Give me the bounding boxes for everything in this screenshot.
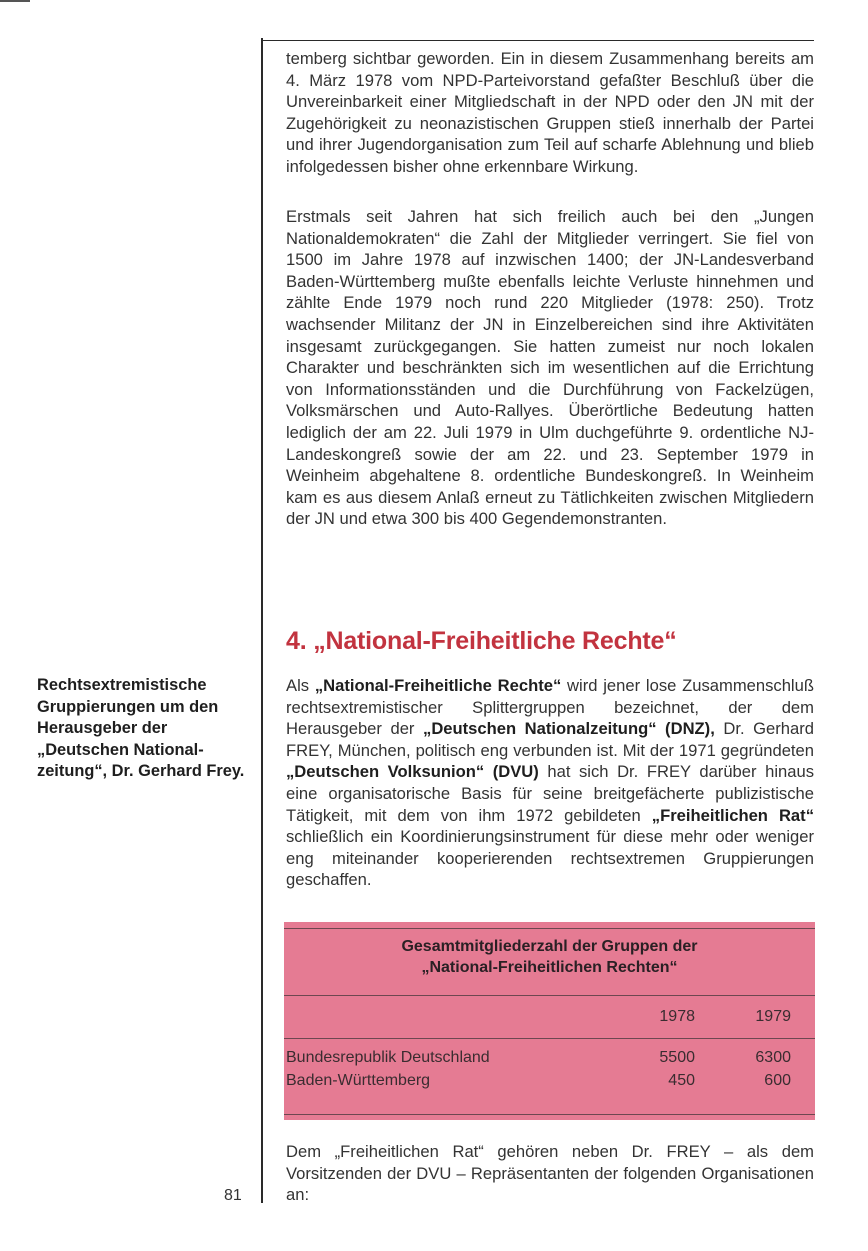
column-divider <box>261 38 263 1203</box>
paragraph-npd-decision: temberg sichtbar geworden. Ein in diesem Zusammenhang bereits am 4. März 1978 vom NPD-Parteivorstand gefaßter Beschluß über die Unvereinbarkeit einer Mitgliedschaft in der NPD oder den JN mit der Zugehörigkeit zu neonazistischen Gruppen stieß innerhalb der Partei und ihrer Jugendorganisation zum Teil auf scharfe Ablehnung und blieb infolgedessen bisher ohne erkennbare Wirkung. <box>286 49 814 176</box>
paragraph-nfr-intro <box>286 675 814 891</box>
text-run: hat sich Dr. FREY darüber hinaus eine organisatorische Basis für seine breitgefächerte publizistische Tätigkeit, mit dem von ihm 1972 gebildeten <box>286 762 814 825</box>
cell-1978: 5500 <box>659 1049 695 1066</box>
column-header-1979: 1979 <box>755 1008 791 1025</box>
bold-term: „Freiheitlichen Rat“ <box>651 805 814 825</box>
cell-1979: 600 <box>764 1072 791 1089</box>
page-corner-mark <box>0 0 30 16</box>
table-title <box>284 936 815 978</box>
table-title-line: Gesamtmitgliederzahl der Gruppen der <box>401 938 698 955</box>
table-rule <box>284 1114 815 1115</box>
row-label: Baden-Württemberg <box>286 1072 431 1089</box>
table-title-line: „National-Freiheitlichen Rechten“ <box>421 959 678 976</box>
membership-table <box>284 922 815 1120</box>
text-run: Als <box>286 676 315 695</box>
table-rule <box>284 1038 815 1039</box>
paragraph-freiheitlicher-rat: Dem „Freiheitlichen Rat“ gehören neben Dr. FREY – als dem Vorsitzenden der DVU – Repräsentanten der folgenden Organisationen an: <box>286 1142 814 1205</box>
bold-term: „Deutschen Volksunion“ (DVU) <box>286 762 539 782</box>
page-number: 81 <box>224 1187 242 1204</box>
margin-note: Rechtsextremistische Gruppierungen um den Herausgeber der „Deutschen National-zeitung“, Dr. Gerhard Frey. <box>37 676 245 781</box>
text-run: schließlich ein Koordinierungsinstrument für diese mehr oder weniger eng miteinander kooperierenden rechtsextremen Gruppierungen geschaffen. <box>286 827 814 890</box>
table-rule <box>284 928 815 929</box>
bold-term: „Deutschen Nationalzeitung“ (DNZ), <box>423 719 715 739</box>
cell-1978: 450 <box>668 1072 695 1089</box>
cell-1979: 6300 <box>755 1049 791 1066</box>
section-heading: 4. „National-Freiheitliche Rechte“ <box>286 627 677 655</box>
column-header-1978: 1978 <box>659 1008 695 1025</box>
table-rule <box>284 995 815 996</box>
top-rule <box>263 40 814 41</box>
text-run: Dr. Gerhard FREY, München, politisch eng verbunden ist. Mit der 1971 gegründeten <box>286 719 814 760</box>
paragraph-jn-membership: Erstmals seit Jahren hat sich freilich auch bei den „Jungen Nationaldemokraten“ die Zahl der Mitglieder verringert. Sie fiel von 1500 im Jahre 1978 auf inzwischen 1400; der JN-Landesverband Baden-Württemberg mußte ebenfalls leichte Verluste hinnehmen und zählte Ende 1979 noch rund 220 Mitglieder (1978: 250). Trotz wachsender Militanz der JN in Einzelbereichen sind ihre Aktivitäten insgesamt zurückgegangen. Sie hatten zumeist nur noch lokalen Charakter und beschränkten sich im wesentlichen auf die Errichtung von Informationsständen und die Durchführung von Fackelzügen, Volksmärschen und Auto-Rallyes. Überörtliche Bedeutung hatten lediglich der am 22. Juli 1979 in Ulm duchgeführte 9. ordentliche NJ-Landeskongreß sowie der am 22. und 23. September 1979 in Weinheim abgehaltene 8. ordentliche Bundeskongreß. In Weinheim kam es aus diesem Anlaß erneut zu Tätlichkeiten zwischen Mitgliedern der JN und etwa 300 bis 400 Gegendemonstranten. <box>286 207 814 529</box>
bold-term: „National-Freiheitliche Rechte“ <box>314 676 562 695</box>
text-run: wird jener lose Zusammenschluß rechtsextremistischer Splittergruppen bezeichnet, der dem Herausgeber der <box>286 676 814 739</box>
row-label: Bundesrepublik Deutschland <box>286 1049 490 1066</box>
